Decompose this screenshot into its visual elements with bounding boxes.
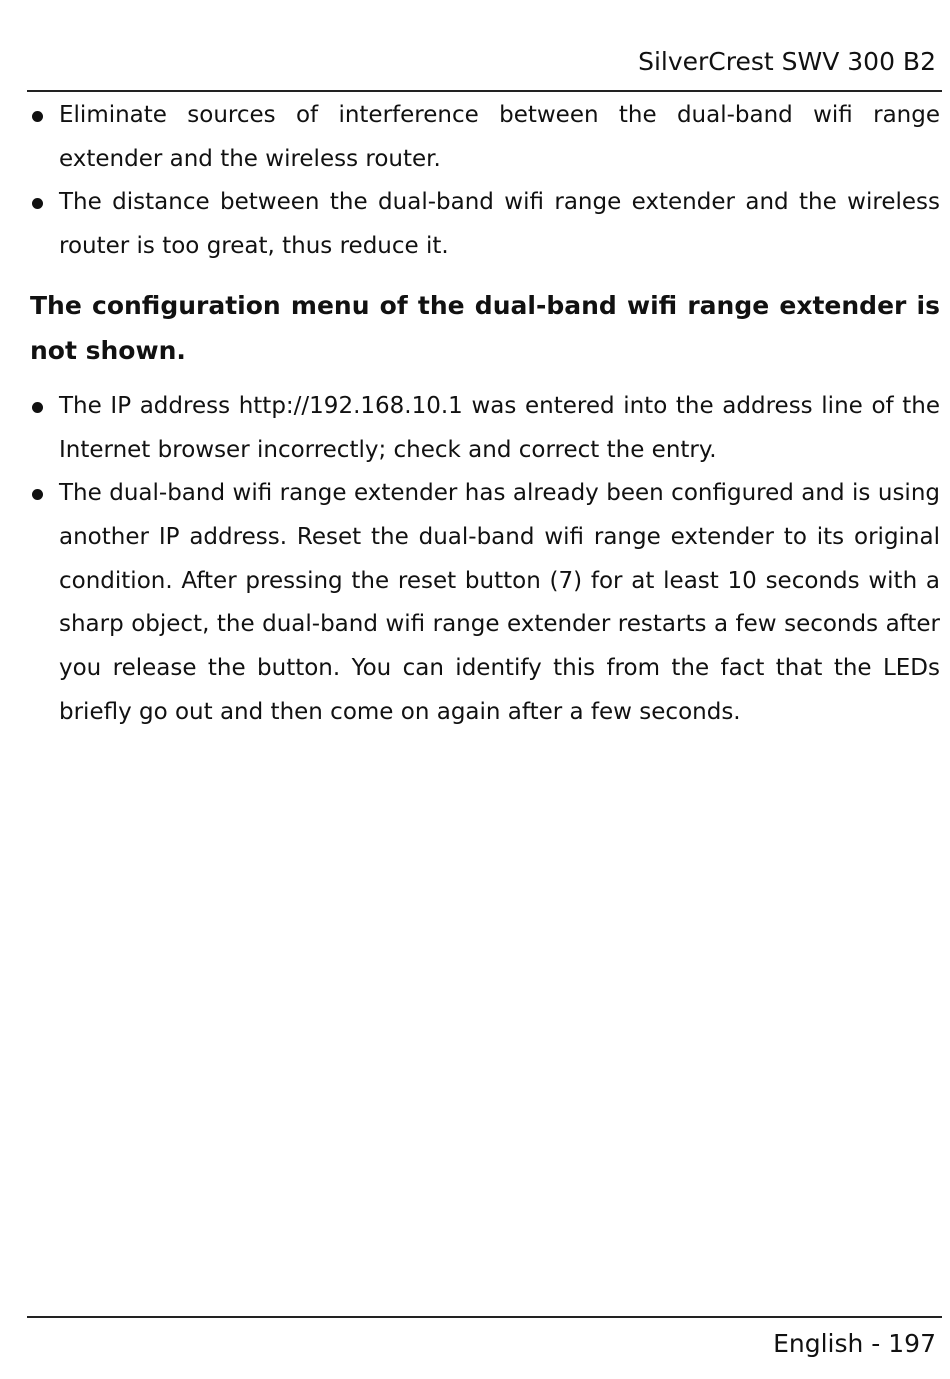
footer-separator: - bbox=[871, 1329, 881, 1358]
section-heading: The configuration menu of the dual-band wifi range extender is not shown. bbox=[30, 290, 940, 365]
bullet-icon bbox=[32, 489, 43, 500]
bullet-icon bbox=[32, 198, 43, 209]
list-item bbox=[30, 94, 940, 181]
list-item-text: The IP address http://192.168.10.1 was entered into the address line of the Internet browser incorrectly; check and correct the entry. bbox=[59, 392, 940, 463]
list-item-text: The distance between the dual-band wifi range extender and the wireless router is too great, thus reduce it. bbox=[59, 189, 940, 260]
list-item-text: Eliminate sources of interference between the dual-band wifi range extender and the wireless router. bbox=[59, 102, 940, 172]
list-item bbox=[30, 385, 940, 472]
document-title: SilverCrest SWV 300 B2 bbox=[638, 47, 936, 76]
footer-language: English bbox=[773, 1329, 864, 1358]
bullet-icon bbox=[32, 402, 43, 413]
bullet-list-interference bbox=[30, 94, 940, 269]
list-item bbox=[30, 181, 940, 268]
page-number: 197 bbox=[888, 1329, 936, 1358]
list-item-text: The dual-band wifi range extender has already been configured and is using another IP address. Reset the dual-band wifi range extender to its original condition. After pressing the reset button (7) for at least 10 seconds with a sharp object, the dual-band wifi range extender restarts a few seconds after you release the button. You can identify this from the fact that the LEDs briefly go out and then come on again after a few seconds. bbox=[59, 480, 940, 725]
page-footer-label bbox=[773, 1326, 936, 1362]
bullet-list-configuration bbox=[30, 385, 940, 735]
page-footer bbox=[27, 1316, 942, 1358]
bullet-icon bbox=[32, 111, 43, 122]
page-content bbox=[30, 94, 940, 734]
list-item bbox=[30, 472, 940, 734]
page-header bbox=[27, 44, 942, 92]
